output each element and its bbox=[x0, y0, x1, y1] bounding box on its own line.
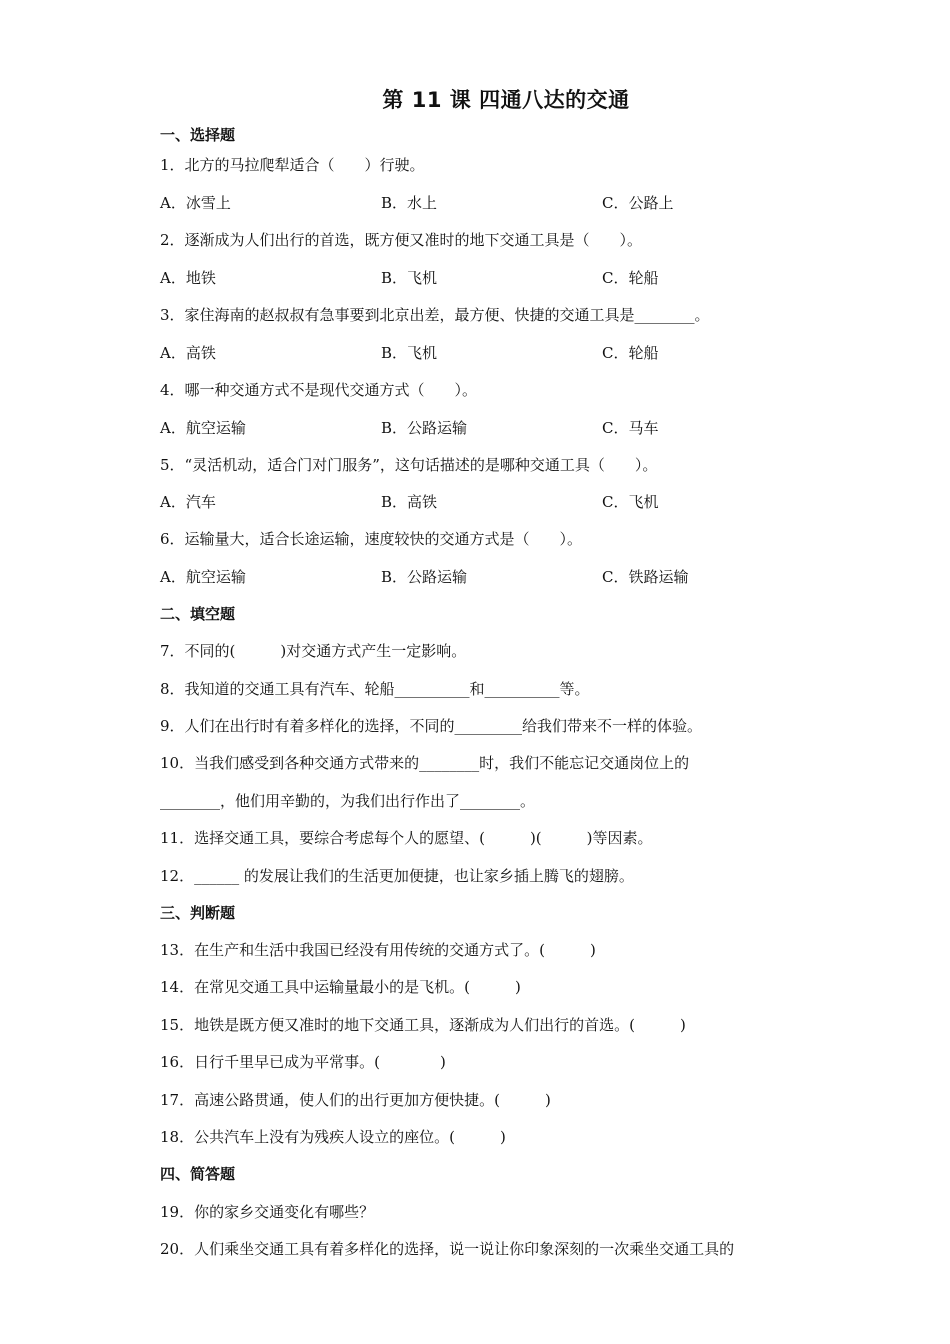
section-heading-short: 四、简答题 bbox=[160, 1165, 236, 1183]
page-title: 第 11 课 四通八达的交通 bbox=[382, 88, 630, 112]
question-16: 16．日行千里早已成为平常事。( ) bbox=[160, 1053, 446, 1071]
question-1: 1．北方的马拉爬犁适合（ ）行驶。 bbox=[160, 156, 425, 174]
q5-option-b: B．高铁 bbox=[381, 493, 438, 511]
q2-option-b: B．飞机 bbox=[381, 269, 438, 287]
q3-option-b: B．飞机 bbox=[381, 344, 438, 362]
q1-option-a: A．冰雪上 bbox=[160, 194, 231, 212]
question-7: 7．不同的( )对交通方式产生一定影响。 bbox=[160, 642, 467, 660]
question-18: 18．公共汽车上没有为残疾人设立的座位。( ) bbox=[160, 1128, 506, 1146]
question-8: 8．我知道的交通工具有汽车、轮船__________和__________等。 bbox=[160, 680, 590, 698]
question-12: 12．______ 的发展让我们的生活更加便捷，也让家乡插上腾飞的翅膀。 bbox=[160, 867, 634, 885]
q6-option-b: B．公路运输 bbox=[381, 568, 468, 586]
question-10-cont: ________，他们用辛勤的，为我们出行作出了________。 bbox=[160, 792, 536, 810]
question-5: 5．“灵活机动，适合门对门服务”，这句话描述的是哪种交通工具（ ）。 bbox=[160, 456, 658, 474]
q4-option-b: B．公路运输 bbox=[381, 419, 468, 437]
question-17: 17．高速公路贯通，使人们的出行更加方便快捷。( ) bbox=[160, 1091, 551, 1109]
q4-option-a: A．航空运输 bbox=[160, 419, 246, 437]
question-9: 9．人们在出行时有着多样化的选择，不同的_________给我们带来不一样的体验。 bbox=[160, 717, 703, 735]
question-20: 20．人们乘坐交通工具有着多样化的选择，说一说让你印象深刻的一次乘坐交通工具的 bbox=[160, 1240, 735, 1258]
question-13: 13．在生产和生活中我国已经没有用传统的交通方式了。( ) bbox=[160, 941, 596, 959]
question-10: 10．当我们感受到各种交通方式带来的________时，我们不能忘记交通岗位上的 bbox=[160, 754, 690, 772]
q1-option-c: C．公路上 bbox=[602, 194, 674, 212]
section-heading-judge: 三、判断题 bbox=[160, 904, 236, 922]
q2-option-c: C．轮船 bbox=[602, 269, 659, 287]
question-14: 14．在常见交通工具中运输量最小的是飞机。( ) bbox=[160, 978, 521, 996]
question-3: 3．家住海南的赵叔叔有急事要到北京出差，最方便、快捷的交通工具是________。 bbox=[160, 306, 710, 324]
section-heading-choice: 一、选择题 bbox=[160, 126, 236, 144]
q5-option-c: C．飞机 bbox=[602, 493, 659, 511]
q1-option-b: B．水上 bbox=[381, 194, 438, 212]
question-11: 11．选择交通工具，要综合考虑每个人的愿望、( )( )等因素。 bbox=[160, 829, 653, 847]
q3-option-c: C．轮船 bbox=[602, 344, 659, 362]
q5-option-a: A．汽车 bbox=[160, 493, 216, 511]
q2-option-a: A．地铁 bbox=[160, 269, 216, 287]
q6-option-a: A．航空运输 bbox=[160, 568, 246, 586]
q4-option-c: C．马车 bbox=[602, 419, 659, 437]
question-6: 6．运输量大，适合长途运输，速度较快的交通方式是（ ）。 bbox=[160, 530, 583, 548]
question-19: 19．你的家乡交通变化有哪些？ bbox=[160, 1203, 375, 1221]
q3-option-a: A．高铁 bbox=[160, 344, 216, 362]
question-2: 2．逐渐成为人们出行的首选，既方便又准时的地下交通工具是（ ）。 bbox=[160, 231, 643, 249]
question-15: 15．地铁是既方便又准时的地下交通工具，逐渐成为人们出行的首选。( ) bbox=[160, 1016, 686, 1034]
q6-option-c: C．铁路运输 bbox=[602, 568, 689, 586]
question-4: 4．哪一种交通方式不是现代交通方式（ ）。 bbox=[160, 381, 478, 399]
section-heading-fill: 二、填空题 bbox=[160, 605, 236, 623]
